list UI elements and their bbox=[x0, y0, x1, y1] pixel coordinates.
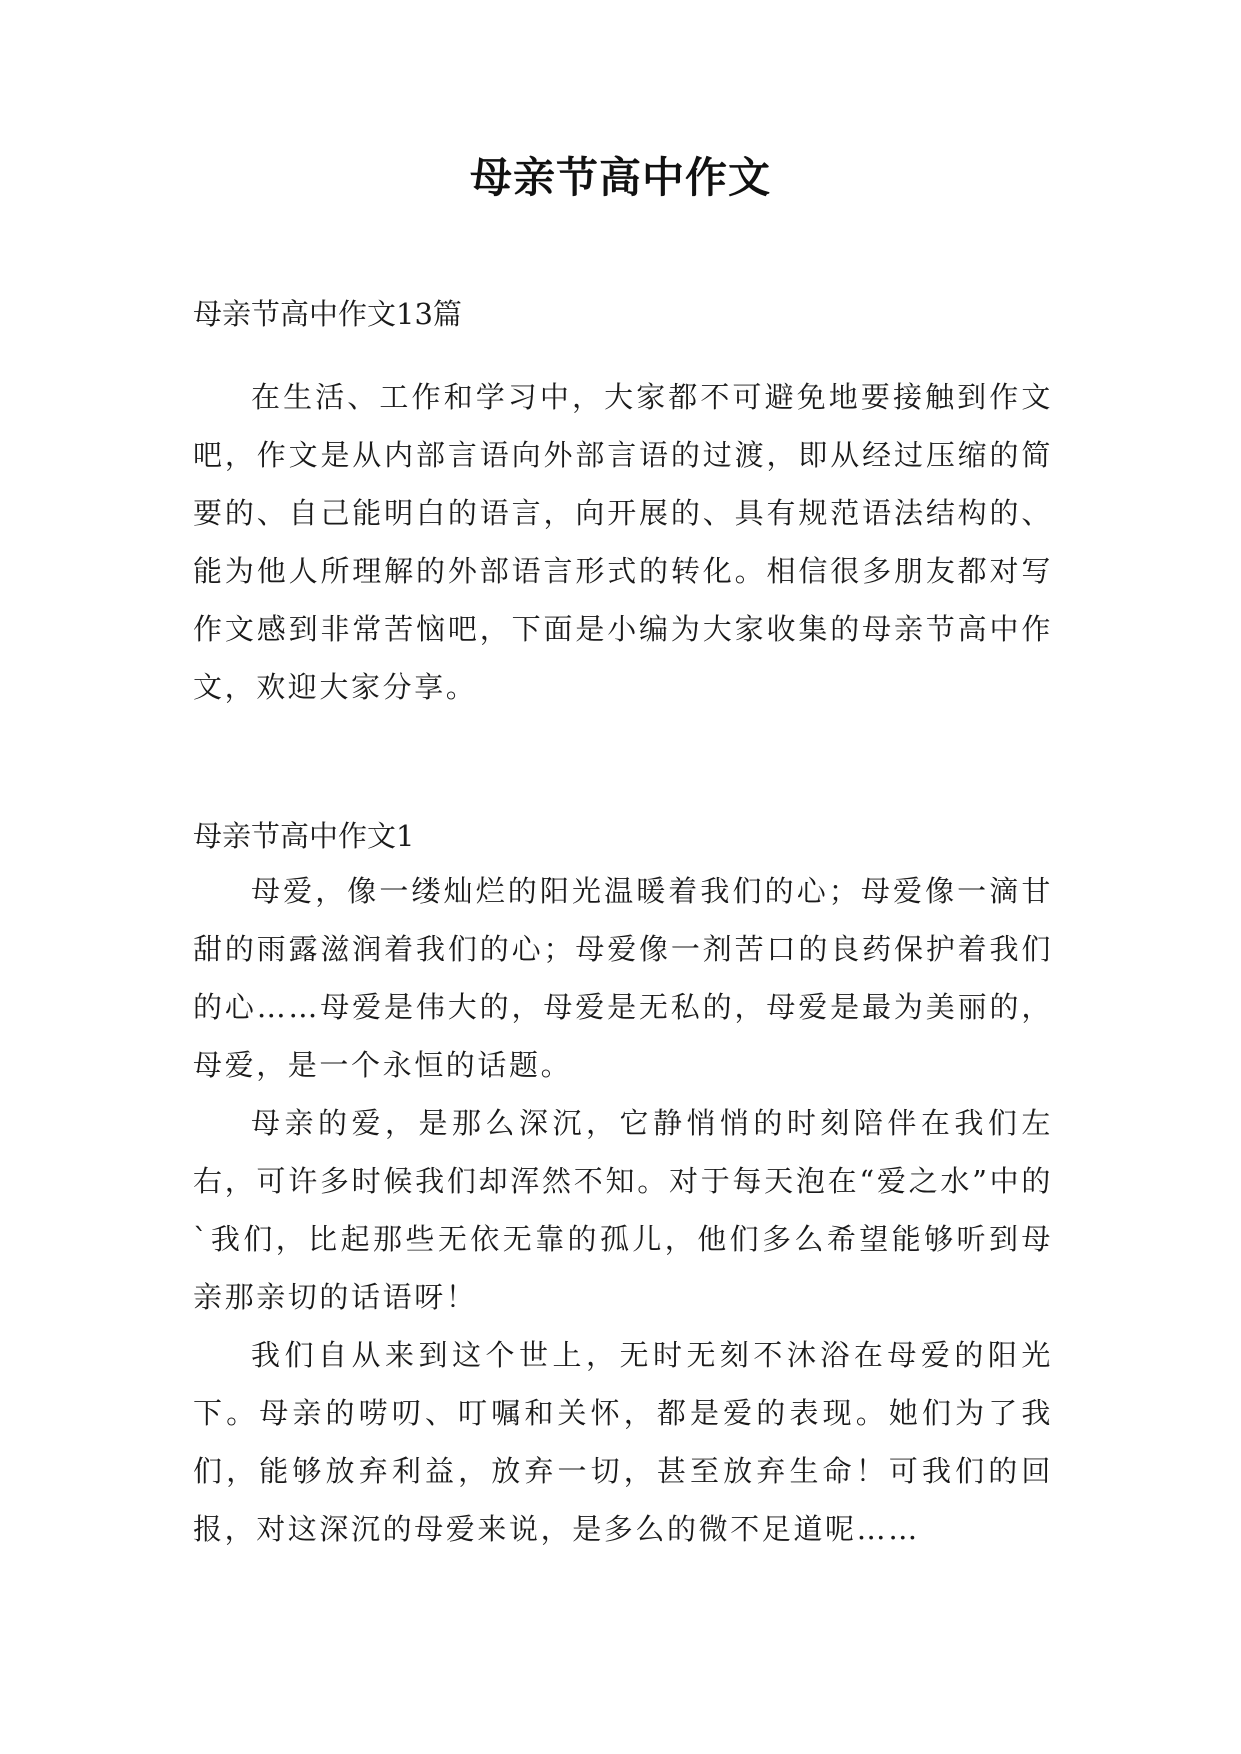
essay-body bbox=[193, 862, 1053, 1558]
essay-paragraph-3: 我们自从来到这个世上，无时无刻不沐浴在母爱的阳光下。母亲的唠叨、叮嘱和关怀，都是爱的表现。她们为了我们，能够放弃利益，放弃一切，甚至放弃生命！可我们的回报，对这深沉的母爱来说，是多么的微不足道呢…… bbox=[193, 1338, 1053, 1546]
intro-paragraph: 在生活、工作和学习中，大家都不可避免地要接触到作文吧，作文是从内部言语向外部言语的过渡，即从经过压缩的简要的、自己能明白的语言，向开展的、具有规范语法结构的、能为他人所理解的外部语言形式的转化。相信很多朋友都对写作文感到非常苦恼吧，下面是小编为大家收集的母亲节高中作文，欢迎大家分享。 bbox=[193, 380, 1053, 704]
intro-block bbox=[193, 368, 1053, 716]
document-subtitle: 母亲节高中作文13篇 bbox=[193, 297, 462, 331]
section-heading: 母亲节高中作文1 bbox=[193, 819, 415, 853]
essay-paragraph-2: 母亲的爱，是那么深沉，它静悄悄的时刻陪伴在我们左右，可许多时候我们却浑然不知。对于每天泡在“爱之水”中的`我们，比起那些无依无靠的孤儿，他们多么希望能够听到母亲那亲切的话语呀！ bbox=[193, 1106, 1053, 1314]
document-title: 母亲节高中作文 bbox=[469, 153, 771, 202]
essay-paragraph-1: 母爱，像一缕灿烂的阳光温暖着我们的心；母爱像一滴甘甜的雨露滋润着我们的心；母爱像一剂苦口的良药保护着我们的心……母爱是伟大的，母爱是无私的，母爱是最为美丽的，母爱，是一个永恒的话题。 bbox=[193, 874, 1053, 1082]
